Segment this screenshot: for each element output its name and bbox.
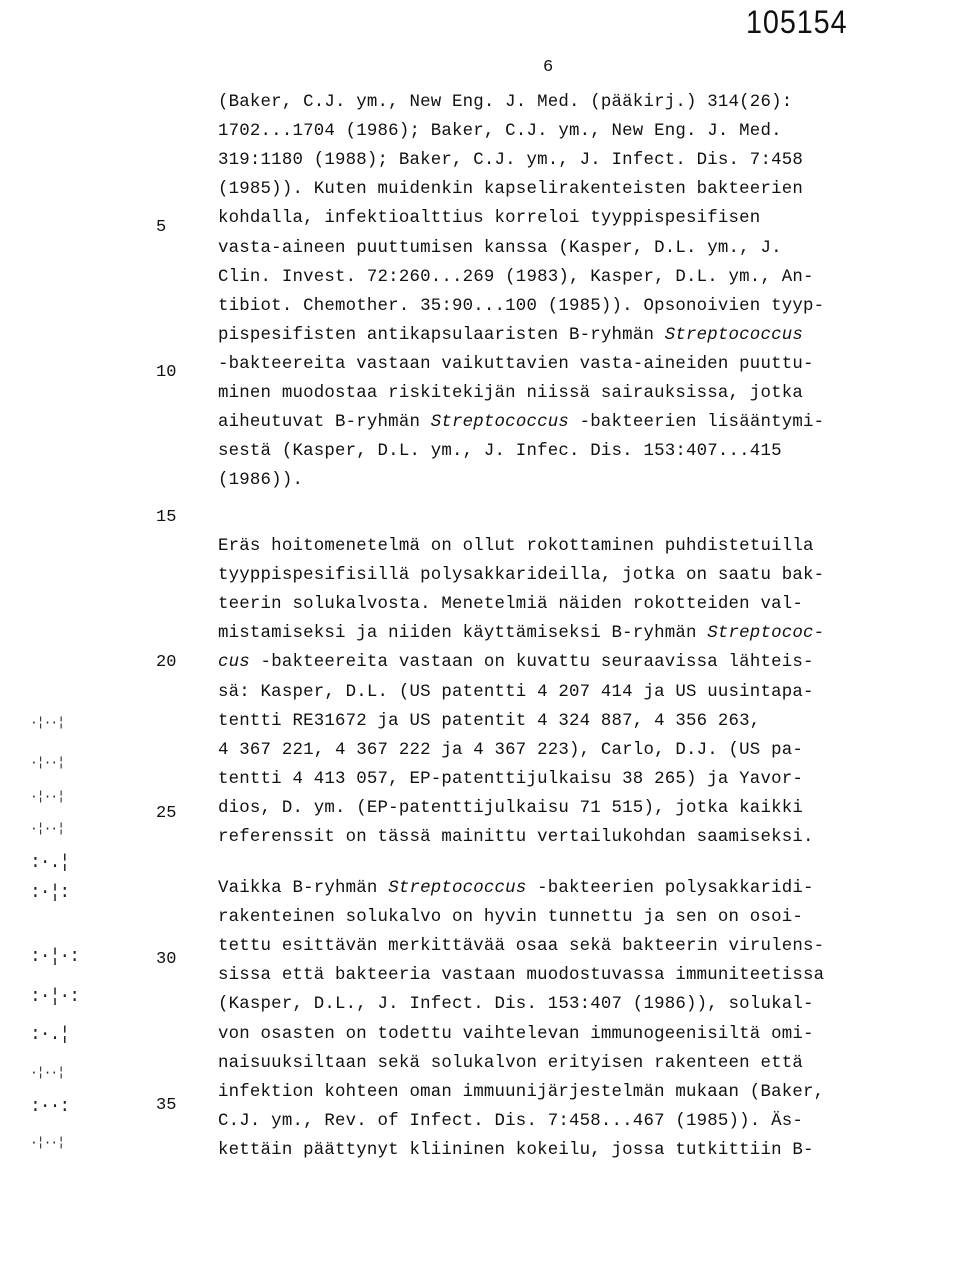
text-line: teerin solukalvosta. Menetelmiä näiden rokotteiden val- — [218, 595, 803, 615]
text-line: minen muodostaa riskitekijän niissä sairauksissa, jotka — [218, 384, 803, 403]
text-line: Vaikka B-ryhmän Streptococcus -bakteerien polysakkaridi- — [218, 879, 814, 898]
text-line: von osasten on todettu vaihtelevan immunogeenisiltä omi- — [218, 1024, 814, 1044]
text-line: tentti RE31672 ja US patentit 4 324 887, 4 356 263, — [218, 711, 761, 731]
text-line: infektion kohteen oman immuunijärjestelmän mukaan (Baker, — [218, 1082, 825, 1102]
line-number: 25 — [156, 804, 177, 823]
text-line: Eräs hoitomenetelmä on ollut rokottaminen puhdistetuilla — [218, 537, 814, 556]
line-number: 20 — [156, 653, 177, 672]
text-line: dios, D. ym. (EP-patenttijulkaisu 71 515), jotka kaikki — [218, 798, 803, 818]
text-line: kettäin päättynyt kliininen kokeilu, jossa tutkittiin B- — [218, 1140, 814, 1160]
text-line: (1986)). — [218, 471, 304, 491]
text-line: (Kasper, D.L., J. Infect. Dis. 153:407 (1986)), solukal- — [218, 995, 814, 1015]
text-line: sä: Kasper, D.L. (US patentti 4 207 414 ja US uusintapa- — [218, 682, 814, 702]
line-number: 5 — [156, 218, 167, 237]
text-line: sestä (Kasper, D.L. ym., J. Infec. Dis. 153:407...415 — [218, 442, 782, 462]
page-number: 6 — [543, 58, 554, 77]
text-line: sissa että bakteeria vastaan muodostuvassa immuniteetissa — [218, 966, 825, 986]
line-number: 10 — [156, 363, 177, 382]
text-line: 319:1180 (1988); Baker, C.J. ym., J. Infect. Dis. 7:458 — [218, 151, 803, 171]
text-line: (1985)). Kuten muidenkin kapselirakenteisten bakteerien — [218, 180, 803, 200]
text-line: aiheutuvat B-ryhmän Streptococcus -bakteerien lisääntymi- — [218, 413, 825, 433]
text-line: referenssit on tässä mainittu vertailukohdan saamiseksi. — [218, 828, 814, 847]
text-line: pispesifisten antikapsulaaristen B-ryhmän Streptococcus — [218, 325, 803, 345]
text-line: mistamiseksi ja niiden käyttämiseksi B-ryhmän Streptococ- — [218, 624, 825, 644]
text-line: (Baker, C.J. ym., New Eng. J. Med. (pääkirj.) 314(26): — [218, 93, 793, 112]
text-line: tettu esittävän merkittävää osaa sekä bakteerin virulens- — [218, 937, 825, 957]
line-number: 35 — [156, 1096, 177, 1115]
text-line: rakenteinen solukalvo on hyvin tunnettu ja sen on osoi- — [218, 908, 803, 928]
text-line: 4 367 221, 4 367 222 ja 4 367 223), Carlo, D.J. (US pa- — [218, 740, 803, 760]
document-number: 105154 — [746, 4, 848, 40]
text-line: vasta-aineen puuttumisen kanssa (Kasper, D.L. ym., J. — [218, 238, 782, 258]
text-line: kohdalla, infektioalttius korreloi tyyppispesifisen — [218, 209, 761, 229]
text-line: 1702...1704 (1986); Baker, C.J. ym., New Eng. J. Med. — [218, 122, 782, 142]
text-line: -bakteereita vastaan vaikuttavien vasta-aineiden puuttu- — [218, 354, 814, 374]
text-line: cus -bakteereita vastaan on kuvattu seuraavissa lähteis- — [218, 653, 814, 673]
line-number: 15 — [156, 508, 177, 527]
text-line: tibiot. Chemother. 35:90...100 (1985)). Opsonoivien tyyp- — [218, 296, 825, 316]
text-line: tyyppispesifisillä polysakkarideilla, jotka on saatu bak- — [218, 566, 825, 586]
line-number: 30 — [156, 950, 177, 969]
text-line: tentti 4 413 057, EP-patenttijulkaisu 38 265) ja Yavor- — [218, 769, 803, 789]
text-line: C.J. ym., Rev. of Infect. Dis. 7:458...467 (1985)). Äs- — [218, 1111, 803, 1131]
text-line: Clin. Invest. 72:260...269 (1983), Kasper, D.L. ym., An- — [218, 267, 814, 287]
text-line: naisuuksiltaan sekä solukalvon erityisen rakenteen että — [218, 1053, 803, 1073]
